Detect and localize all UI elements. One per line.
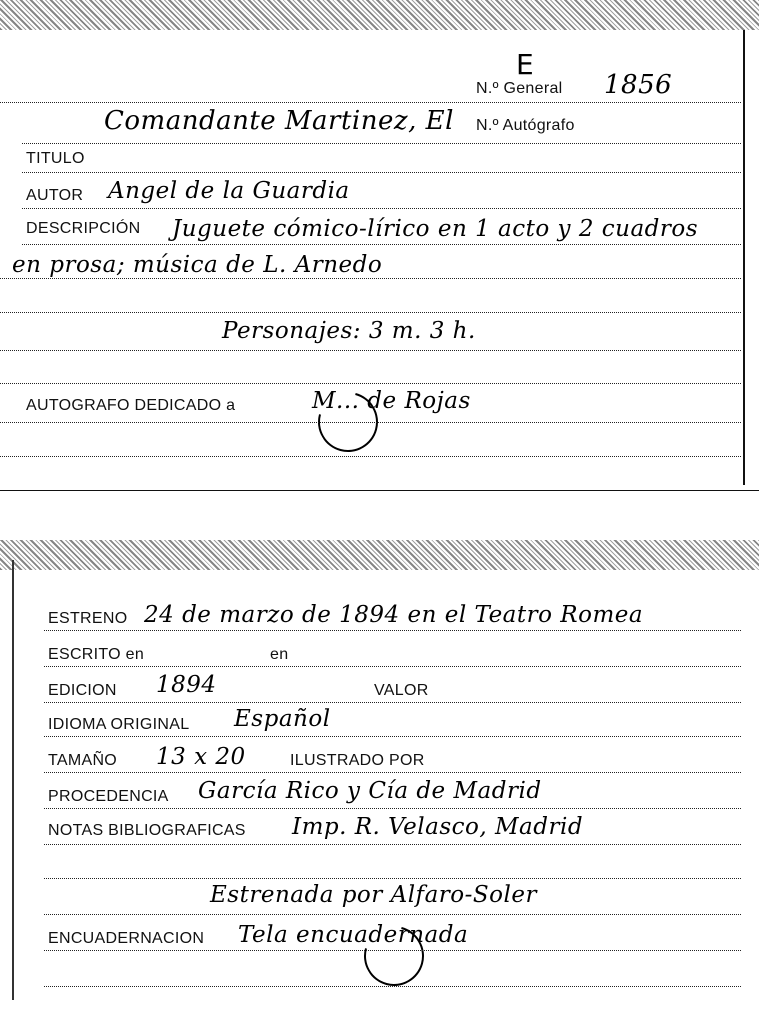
rule xyxy=(44,666,741,667)
rule xyxy=(44,772,741,773)
autor-value: Angel de la Guardia xyxy=(108,178,350,204)
edicion-value: 1894 xyxy=(156,672,217,698)
catalog-card-front xyxy=(0,0,759,492)
descripcion-label: DESCRIPCIÓN xyxy=(26,220,141,237)
scan-noise-top xyxy=(0,0,759,30)
rule xyxy=(44,914,741,915)
idioma-label: IDIOMA ORIGINAL xyxy=(48,716,190,733)
scan-noise-top xyxy=(0,540,759,570)
card-right-edge xyxy=(743,30,745,485)
descripcion-line2: en prosa; música de L. Arnedo xyxy=(12,252,383,278)
rule xyxy=(22,208,741,209)
rule xyxy=(22,244,741,245)
encuadernacion-label: ENCUADERNACION xyxy=(48,930,205,947)
title-handwritten: Comandante Martinez, El xyxy=(104,106,454,136)
rule xyxy=(44,950,741,951)
autor-label: AUTOR xyxy=(26,187,84,204)
notas-label: NOTAS BIBLIOGRAFICAS xyxy=(48,822,246,839)
catalog-letter: E xyxy=(516,48,535,81)
estreno-value: 24 de marzo de 1894 en el Teatro Romea xyxy=(144,602,644,628)
rule xyxy=(44,736,741,737)
catalog-card-back xyxy=(0,540,759,1028)
autografo-label: N.º Autógrafo xyxy=(476,117,575,134)
ilustrado-label: ILUSTRADO POR xyxy=(290,752,425,769)
dedicado-value: M... de Rojas xyxy=(312,388,471,414)
rule xyxy=(0,278,741,279)
rule xyxy=(0,422,741,423)
general-number-value: 1856 xyxy=(604,70,673,100)
notas-value: Imp. R. Velasco, Madrid xyxy=(292,814,584,840)
procedencia-label: PROCEDENCIA xyxy=(48,788,169,805)
card-left-edge xyxy=(12,560,14,1000)
rule xyxy=(0,312,741,313)
escrito-label: ESCRITO en xyxy=(48,646,145,663)
rule xyxy=(44,808,741,809)
descripcion-line1: Juguete cómico-lírico en 1 acto y 2 cuadros xyxy=(172,216,699,242)
rule xyxy=(44,878,741,879)
rule xyxy=(44,702,741,703)
rule xyxy=(22,143,741,144)
dedicado-label: AUTOGRAFO DEDICADO a xyxy=(26,397,236,414)
escrito-en-label: en xyxy=(270,646,289,663)
rule xyxy=(22,172,741,173)
estreno-label: ESTRENO xyxy=(48,610,128,627)
rule xyxy=(44,630,741,631)
rule xyxy=(44,844,741,845)
valor-label: VALOR xyxy=(374,682,429,699)
rule xyxy=(0,350,741,351)
rule xyxy=(0,456,741,457)
card-bottom-edge xyxy=(0,490,759,491)
estrenada-note: Estrenada por Alfaro-Soler xyxy=(210,882,537,908)
rule xyxy=(0,102,741,103)
titulo-label: TITULO xyxy=(26,150,85,167)
edicion-label: EDICION xyxy=(48,682,117,699)
personajes: Personajes: 3 m. 3 h. xyxy=(222,318,476,344)
rule xyxy=(0,383,741,384)
rule xyxy=(44,986,741,987)
idioma-value: Español xyxy=(234,706,331,732)
encuadernacion-value: Tela encuadernada xyxy=(238,922,469,948)
tamano-value: 13 x 20 xyxy=(156,744,246,770)
procedencia-value: García Rico y Cía de Madrid xyxy=(198,778,542,804)
tamano-label: TAMAÑO xyxy=(48,752,118,769)
general-number-label: N.º General xyxy=(476,80,563,97)
